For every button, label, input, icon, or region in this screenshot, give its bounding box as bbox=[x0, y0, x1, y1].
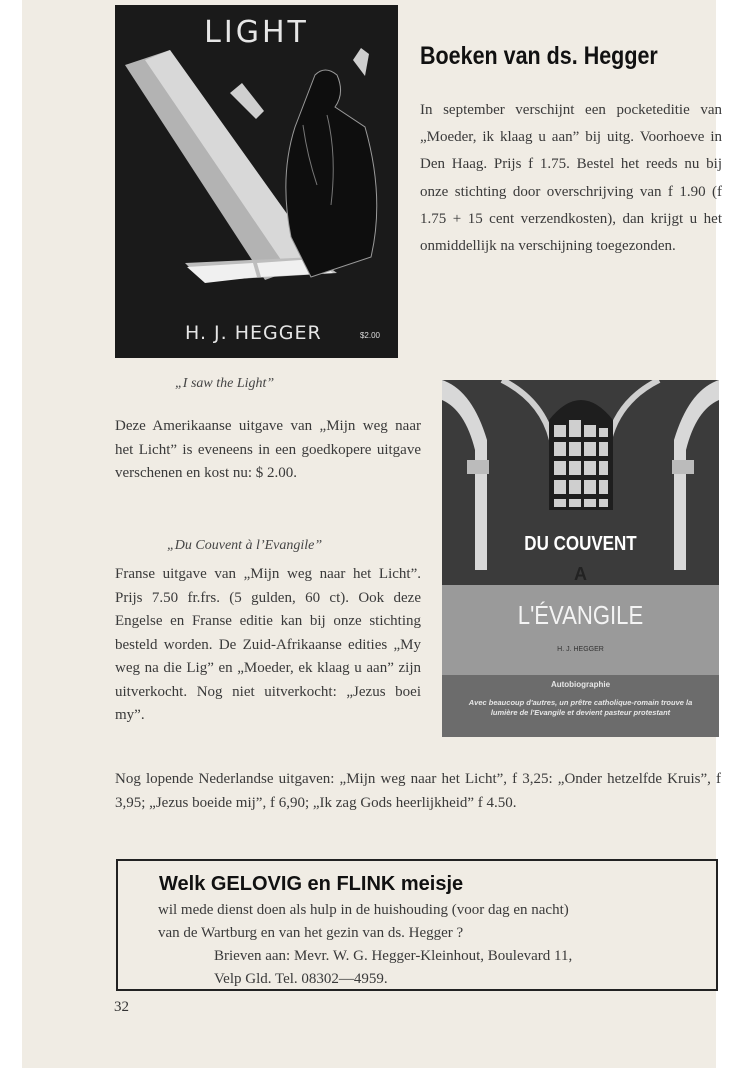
subtitle-i-saw-the-light: „I saw the Light” bbox=[175, 376, 275, 391]
cover-description: Avec beaucoup d'autres, un prêtre catholique-romain trouve la lumière de l'Evangile et devient pasteur protestant bbox=[468, 698, 693, 717]
ad-text bbox=[158, 899, 569, 945]
paragraph-du-couvent: Franse uitgave van „Mijn weg naar het Licht”. Prijs 7.50 fr.frs. (5 gulden, 60 ct). Ook deze Engelse en Franse editie kan bij onze stichting besteld worden. De Zuid-Afrikaanse edities „My weg na die Lig” en „Moeder, ek klaag u aan” zijn uitverkocht. Nog niet uitverkocht: „Jezus boei my”. bbox=[115, 566, 421, 723]
article-heading: Boeken van ds. Hegger bbox=[420, 42, 658, 70]
ad-contact bbox=[214, 945, 572, 990]
cover-price: $2.00 bbox=[359, 331, 380, 340]
advertisement-box bbox=[116, 859, 718, 991]
magazine-page bbox=[22, 0, 722, 1068]
cover-title-a: A bbox=[574, 564, 587, 584]
cover-author: H. J. HEGGER bbox=[185, 322, 322, 344]
cover-title-bottom: L'ÉVANGILE bbox=[517, 600, 644, 630]
closing-paragraph: Nog lopende Nederlandse uitgaven: „Mijn weg naar het Licht”, f 3,25: „Onder hetzelfde Kruis”, f 3,95; „Jezus boeide mij”, f 6,90; „Ik zag Gods heerlijkheid” f 4.50. bbox=[115, 771, 721, 811]
book-cover-light bbox=[115, 5, 398, 358]
article-intro: In september verschijnt een pocketeditie van „Moeder, ik klaag u aan” bij uitg. Voorhoeve in Den Haag. Prijs f 1.75. Bestel het reeds nu bij onze stichting door overschrijving van f 1.90 (f 1.75 + 15 cent verzendkosten), dan krijgt u het onmiddellijk na verschijning toegezonden. bbox=[420, 102, 722, 255]
cover-autobiography: Autobiographie bbox=[550, 680, 611, 689]
cover-title: LIGHT bbox=[204, 15, 309, 50]
ad-contact-line-1: Brieven aan: Mevr. W. G. Hegger-Kleinhout, Boulevard 11, bbox=[214, 948, 573, 964]
paragraph-i-saw-the-light: Deze Amerikaanse uitgave van „Mijn weg naar het Licht” is eveneens in een goedkopere uitgave verschenen en kost nu: $ 2.00. bbox=[115, 418, 421, 481]
ad-line-1: wil mede dienst doen als hulp in de huishouding (voor dag en nacht) bbox=[158, 902, 569, 918]
subtitle-du-couvent: „Du Couvent à l’Evangile” bbox=[167, 538, 323, 553]
cover-illustration bbox=[115, 5, 398, 358]
book-cover-du-couvent bbox=[442, 380, 719, 737]
cover-title-top: DU COUVENT bbox=[524, 533, 637, 555]
cover-author: H. J. HEGGER bbox=[557, 646, 604, 653]
ad-contact-line-2: Velp Gld. Tel. 08302—4959. bbox=[214, 970, 388, 987]
ad-title: Welk GELOVIG en FLINK meisje bbox=[159, 873, 464, 895]
ad-line-2: van de Wartburg en van het gezin van ds. Hegger ? bbox=[158, 925, 464, 941]
page-number: 32 bbox=[114, 999, 129, 1015]
